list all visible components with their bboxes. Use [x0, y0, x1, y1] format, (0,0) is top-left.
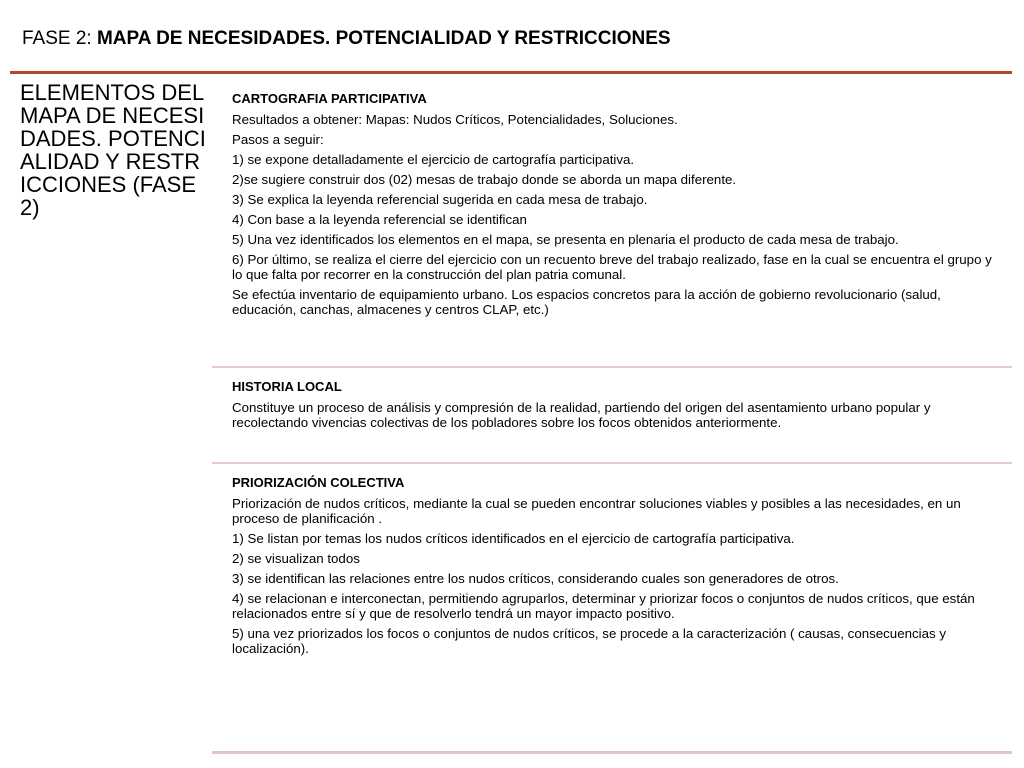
row-label: ELEMENTOS DEL MAPA DE NECESIDADES. POTENCIALIDAD Y RESTRICCIONES (FASE 2) [20, 80, 206, 220]
slide-title-main: MAPA DE NECESIDADES. POTENCIALIDAD Y RESTRICCIONES [96, 28, 671, 49]
section-historia-local [212, 368, 1012, 462]
paragraph: 4) Con base a la leyenda referencial se identifican [232, 212, 527, 227]
paragraph: Pasos a seguir: [232, 132, 324, 147]
paragraph: Se efectúa inventario de equipamiento urbano. Los espacios concretos para la acción de gobierno revolucionario (salud, educación, canchas, almacenes y centros CLAP, etc.) [232, 287, 941, 317]
slide-title-prefix: FASE 2: [22, 28, 97, 49]
paragraph: 4) se relacionan e interconectan, permitiendo agruparlos, determinar y priorizar focos o conjuntos de nudos críticos, que están relacionados entre sí y que de resolverlo tendrá un mayor impacto positivo. [232, 591, 975, 621]
paragraph: 1) Se listan por temas los nudos críticos identificados en el ejercicio de cartografía participativa. [232, 531, 795, 546]
paragraph: 6) Por último, se realiza el cierre del ejercicio con un recuento breve del trabajo realizado, fase en la cual se encuentra el grupo y lo que falta por recorrer en la construcción del plan patria comunal. [232, 252, 992, 282]
content-column [212, 80, 1012, 754]
top-divider [10, 71, 1012, 74]
section-divider [212, 751, 1012, 754]
paragraph: 5) Una vez identificados los elementos en el mapa, se presenta en plenaria el producto de cada mesa de trabajo. [232, 232, 899, 247]
paragraph: 2) se visualizan todos [232, 551, 360, 566]
paragraph: Constituye un proceso de análisis y compresión de la realidad, partiendo del origen del asentamiento urbano popular y recolectando vivencias colectivas de los pobladores sobre los focos obtenidos anteriormente. [232, 400, 931, 430]
paragraph: 1) se expone detalladamente el ejercicio de cartografía participativa. [232, 152, 635, 167]
slide-title [22, 28, 671, 50]
section-title: PRIORIZACIÓN COLECTIVA [232, 475, 405, 490]
paragraph: Resultados a obtener: Mapas: Nudos Críticos, Potencialidades, Soluciones. [232, 112, 678, 127]
section-title: HISTORIA LOCAL [232, 379, 342, 394]
paragraph: 3) se identifican las relaciones entre los nudos críticos, considerando cuales son generadores de otros. [232, 571, 839, 586]
paragraph: 3) Se explica la leyenda referencial sugerida en cada mesa de trabajo. [232, 192, 648, 207]
section-cartografia [212, 80, 1012, 366]
paragraph: 2)se sugiere construir dos (02) mesas de trabajo donde se aborda un mapa diferente. [232, 172, 737, 187]
paragraph: 5) una vez priorizados los focos o conjuntos de nudos críticos, se procede a la caracterización ( causas, consecuencias y localización). [232, 626, 946, 656]
paragraph: Priorización de nudos críticos, mediante la cual se pueden encontrar soluciones viables y posibles a las necesidades, en un proceso de planificación . [232, 496, 961, 526]
section-title: CARTOGRAFIA PARTICIPATIVA [232, 91, 427, 106]
section-priorizacion-colectiva [212, 464, 1012, 751]
